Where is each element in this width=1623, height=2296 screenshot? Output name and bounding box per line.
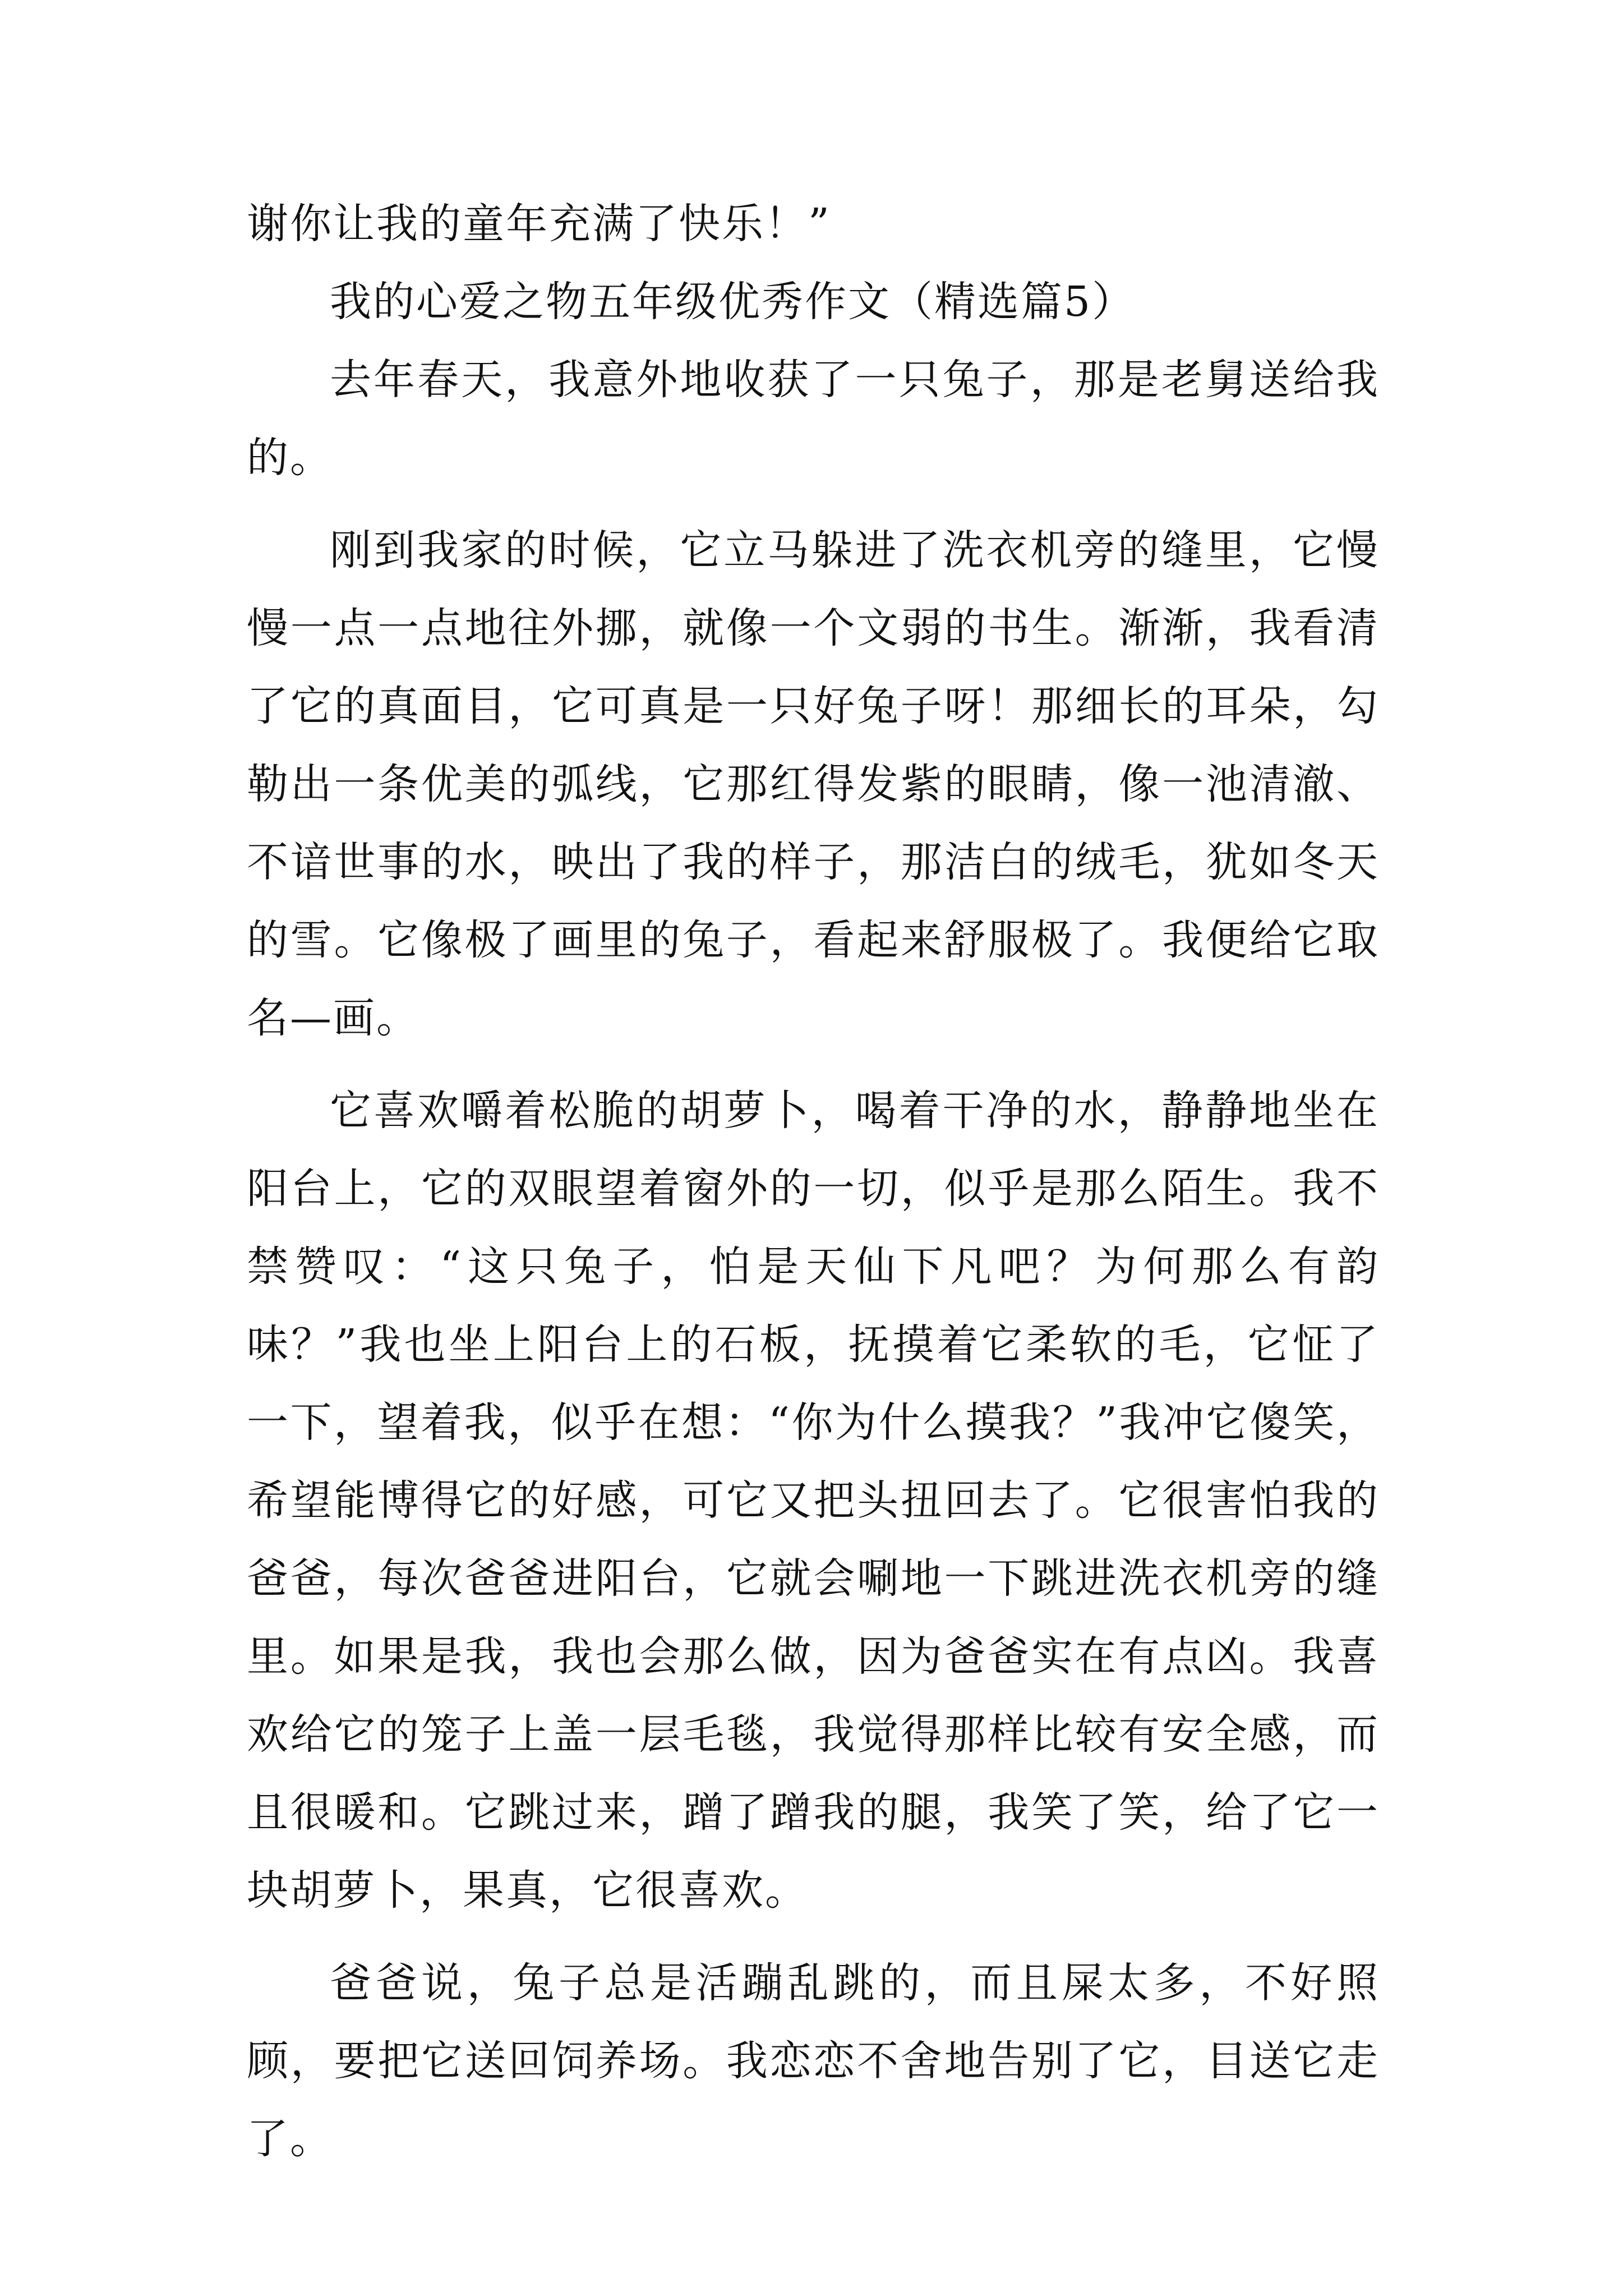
paragraph: 爸爸说，兔子总是活蹦乱跳的，而且屎太多，不好照顾，要把它送回饲养场。我恋恋不舍地告别了它，目送它走了。 bbox=[247, 1959, 1380, 2163]
paragraph: 去年春天，我意外地收获了一只兔子，那是老舅送给我的。 bbox=[247, 356, 1380, 482]
section-title: 我的心爱之物五年级优秀作文（精选篇5） bbox=[330, 278, 1136, 326]
paragraph-continuation: 谢你让我的童年充满了快乐！” bbox=[247, 200, 831, 248]
paragraph: 它喜欢嚼着松脆的胡萝卜，喝着干净的水，静静地坐在阳台上，它的双眼望着窗外的一切，似乎是那么陌生。我不禁赞叹：“这只兔子，怕是天仙下凡吧？为何那么有韵味？”我也坐上阳台上的石板，抚摸着它柔软的毛，它怔了一下，望着我，似乎在想：“你为什么摸我？”我冲它傻笑，希望能博得它的好感，可它又把头扭回去了。它很害怕我的爸爸，每次爸爸进阳台，它就会唰地一下跳进洗衣机旁的缝里。如果是我，我也会那么做，因为爸爸实在有点凶。我喜欢给它的笼子上盖一层毛毯，我觉得那样比较有安全感，而且很暖和。它跳过来，蹭了蹭我的腿，我笑了笑，给了它一块胡萝卜，果真，它很喜欢。 bbox=[247, 1087, 1380, 1915]
document-body bbox=[247, 185, 1380, 2178]
paragraph: 刚到我家的时候，它立马躲进了洗衣机旁的缝里，它慢慢一点一点地往外挪，就像一个文弱的书生。渐渐，我看清了它的真面目，它可真是一只好兔子呀！那细长的耳朵，勾勒出一条优美的弧线，它那红得发紫的眼睛，像一池清澈、不谙世事的水，映出了我的样子，那洁白的绒毛，犹如冬天的雪。它像极了画里的兔子，看起来舒服极了。我便给它取名—画。 bbox=[247, 526, 1380, 1042]
